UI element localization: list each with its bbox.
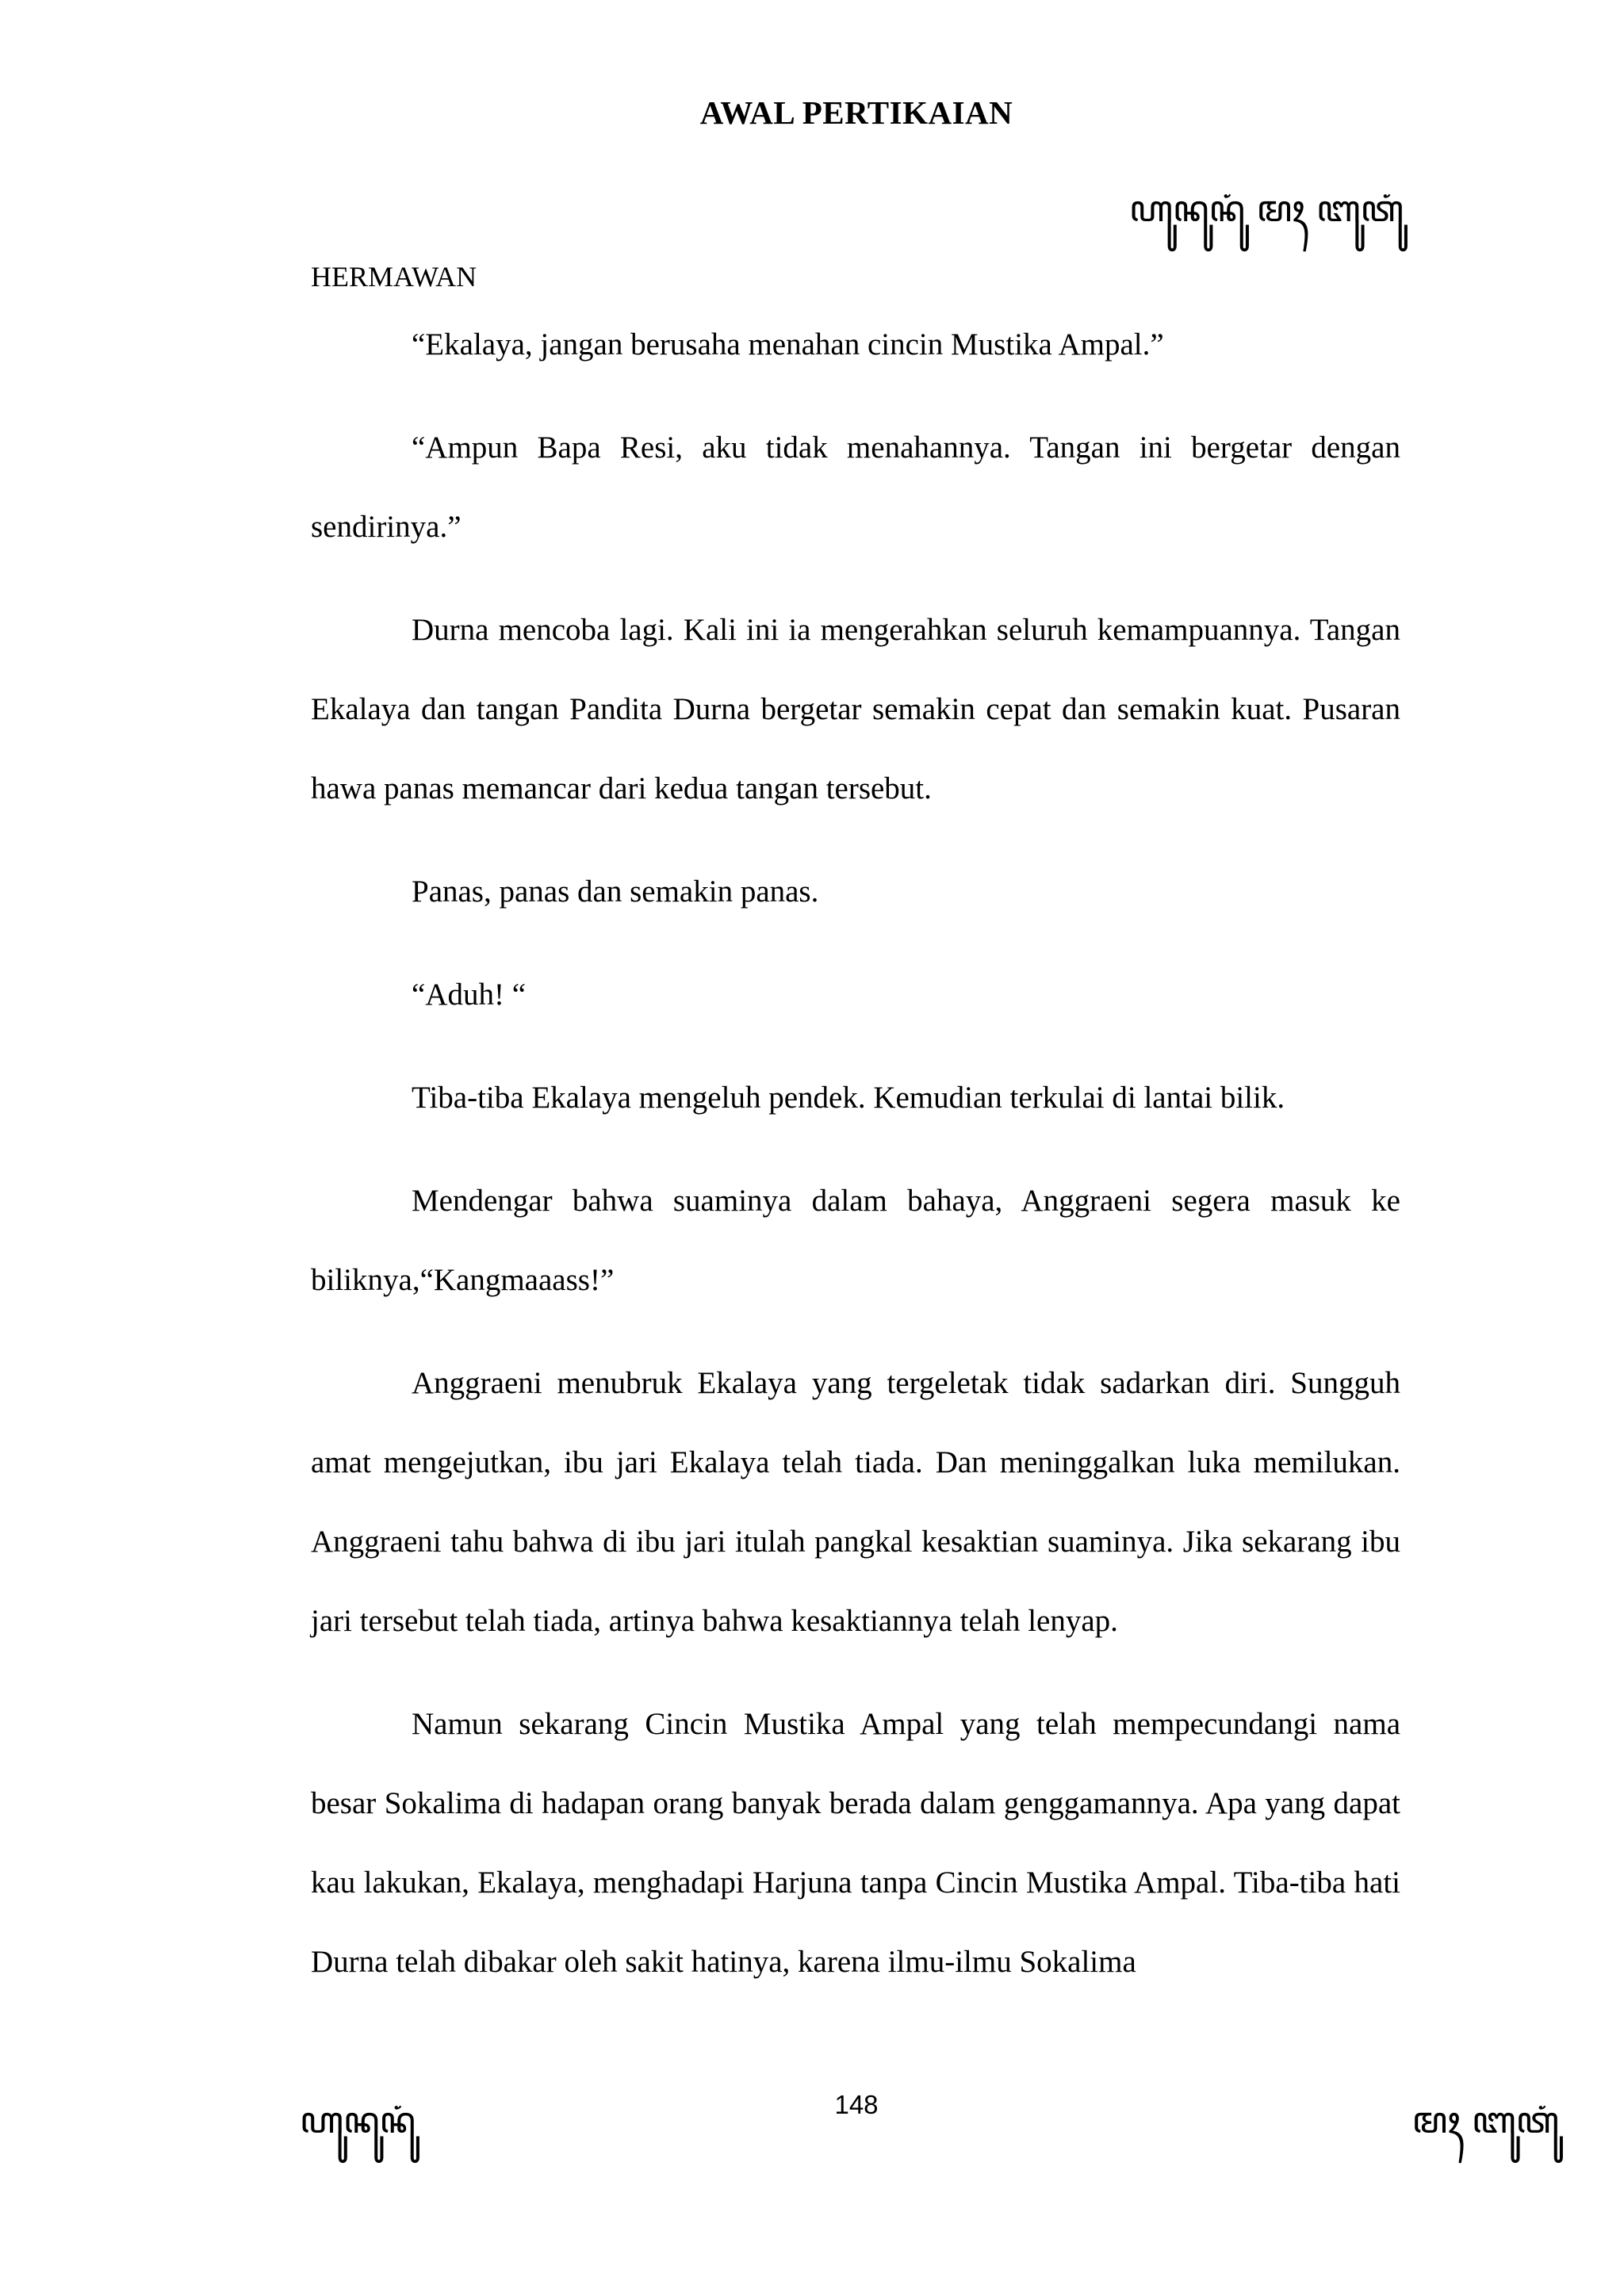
page-number: 148 — [834, 2090, 879, 2119]
author-name: HERMAWAN — [311, 261, 477, 293]
paragraph: “Aduh! “ — [412, 978, 527, 1012]
story-body — [311, 305, 1400, 2026]
paragraph: Namun sekarang Cincin Mustika Ampal yang telah mempecundangi nama besar Sokalima di hadapan orang banyak berada dalam genggamannya. Apa yang dapat kau lakukan, Ekalaya, menghadapi Harjuna tanpa Cincin Mustika Ampal. Tiba-tiba hati Durna telah dibakar oleh sakit hatinya, karena ilmu-ilmu Sokalima — [311, 1707, 1400, 1979]
paragraph: “Ampun Bapa Resi, aku tidak menahannya. Tangan ini bergetar dengan sendirinya.” — [311, 430, 1400, 544]
footer-script-right-logo: ꦩꦃ ꦧꦸꦠꦸꦁ — [1411, 2099, 1559, 2141]
paragraph: Durna mencoba lagi. Kali ini ia mengerahkan seluruh kemampuannya. Tangan Ekalaya dan tangan Pandita Durna bergetar semakin cepat dan semakin kuat. Pusaran hawa panas memancar dari kedua tangan tersebut. — [311, 613, 1400, 806]
header-script-logo: ꦲꦸꦤꦸꦤꦸꦁ ꦩꦃ ꦧꦸꦠꦸꦁ — [1128, 187, 1404, 230]
paragraph: “Ekalaya, jangan berusaha menahan cincin Mustika Ampal.” — [412, 327, 1164, 362]
paragraph: Mendengar bahwa suaminya dalam bahaya, Anggraeni segera masuk ke biliknya,“Kangmaaass!” — [311, 1184, 1400, 1297]
paragraph: Anggraeni menubruk Ekalaya yang tergeletak tidak sadarkan diri. Sungguh amat mengejutkan, ibu jari Ekalaya telah tiada. Dan meninggalkan luka memilukan. Anggraeni tahu bahwa di ibu jari itulah pangkal kesaktian suaminya. Jika sekarang ibu jari tersebut telah tiada, artinya bahwa kesaktiannya telah lenyap. — [311, 1366, 1400, 1638]
paragraph: Panas, panas dan semakin panas. — [412, 874, 819, 909]
paragraph: Tiba-tiba Ekalaya mengeluh pendek. Kemudian terkulai di lantai bilik. — [412, 1081, 1285, 1115]
page-title: AWAL PERTIKAIAN — [699, 94, 1013, 131]
footer-script-left-logo: ꦲꦸꦤꦸꦤꦸꦁ — [300, 2099, 416, 2141]
